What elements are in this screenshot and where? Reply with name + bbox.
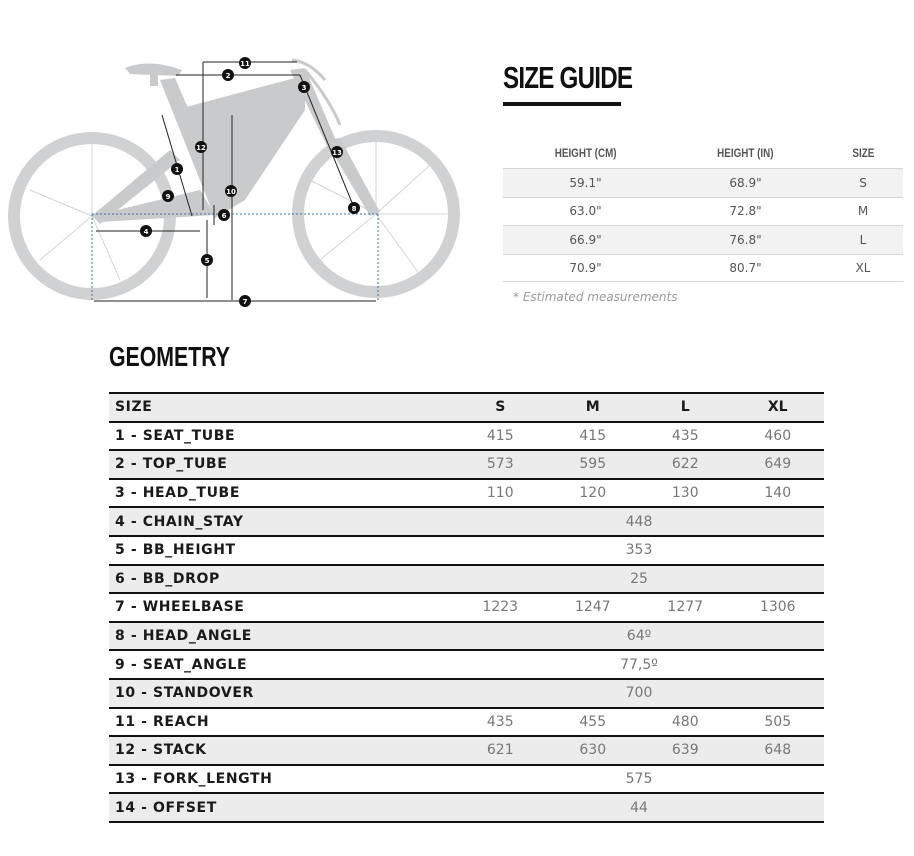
geometry-row-label: 12 - STACK xyxy=(115,742,207,759)
svg-text:8: 8 xyxy=(351,205,357,213)
table-row xyxy=(109,794,824,823)
header-size-l: L xyxy=(680,399,690,416)
table-row xyxy=(109,651,824,680)
svg-text:3: 3 xyxy=(301,84,307,92)
header-size-xl: XL xyxy=(767,399,788,416)
size-guide-table xyxy=(503,138,903,282)
geometry-value: 140 xyxy=(764,485,792,502)
marker-7 xyxy=(239,295,251,307)
geometry-shared-value: 25 xyxy=(630,570,648,587)
geometry-value: 120 xyxy=(579,485,607,502)
geometry-header-label: SIZE xyxy=(115,399,153,416)
geometry-row-label: 4 - CHAIN_STAY xyxy=(115,513,244,530)
geometry-shared-value: 448 xyxy=(625,513,653,530)
geometry-title: GEOMETRY xyxy=(109,341,230,372)
table-row xyxy=(109,709,824,738)
header-size-s: S xyxy=(495,399,506,416)
table-row xyxy=(109,623,824,652)
geometry-value: 595 xyxy=(579,456,607,473)
table-row xyxy=(109,566,824,595)
header-height-cm: HEIGHT (CM) xyxy=(554,146,617,160)
geometry-value: 630 xyxy=(579,742,607,759)
marker-3 xyxy=(298,81,310,93)
size-guide-note: * Estimated measurements xyxy=(513,290,678,304)
geometry-row-label: 3 - HEAD_TUBE xyxy=(115,485,240,502)
geometry-shared-value: 64º xyxy=(626,628,652,645)
svg-text:9: 9 xyxy=(165,193,171,201)
geometry-shared-value: 700 xyxy=(625,685,653,702)
geometry-value: 415 xyxy=(579,427,607,444)
marker-9 xyxy=(162,190,174,202)
geometry-row-label: 7 - WHEELBASE xyxy=(115,599,245,616)
svg-text:4: 4 xyxy=(143,228,149,236)
header-height-in: HEIGHT (IN) xyxy=(717,146,774,160)
marker-11 xyxy=(239,57,251,69)
table-row xyxy=(109,537,824,566)
svg-text:12: 12 xyxy=(196,144,206,152)
marker-12 xyxy=(195,141,207,153)
header-size-m: M xyxy=(585,399,600,416)
geometry-value: 1306 xyxy=(759,599,796,616)
size-guide-title: SIZE GUIDE xyxy=(503,60,633,95)
geometry-shared-value: 77,5º xyxy=(620,656,658,673)
geometry-row-label: 9 - SEAT_ANGLE xyxy=(115,656,248,673)
table-row xyxy=(109,594,824,623)
table-row: 63.0" 72.8" M xyxy=(503,197,903,226)
svg-text:2: 2 xyxy=(225,72,231,80)
geometry-value: 573 xyxy=(486,456,514,473)
geometry-value: 435 xyxy=(486,713,514,730)
geometry-value: 480 xyxy=(671,713,699,730)
geometry-row-label: 11 - REACH xyxy=(115,713,210,730)
size-guide-header xyxy=(503,138,903,168)
geometry-row-label: 13 - FORK_LENGTH xyxy=(115,771,273,788)
table-row: 66.9" 76.8" L xyxy=(503,225,903,254)
geometry-value: 649 xyxy=(764,456,792,473)
geometry-row-label: 14 - OFFSET xyxy=(115,799,217,816)
geometry-value: 1223 xyxy=(482,599,519,616)
geometry-row-label: 10 - STANDOVER xyxy=(115,685,254,702)
marker-4 xyxy=(140,225,152,237)
geometry-value: 1277 xyxy=(667,599,704,616)
table-row xyxy=(109,508,824,537)
table-row xyxy=(109,480,824,509)
geometry-value: 622 xyxy=(671,456,699,473)
marker-13 xyxy=(331,146,343,158)
geometry-header-row xyxy=(109,394,824,423)
geometry-value: 130 xyxy=(671,485,699,502)
geometry-row-label: 1 - SEAT_TUBE xyxy=(115,427,236,444)
geometry-row-label: 5 - BB_HEIGHT xyxy=(115,542,236,559)
geometry-value: 110 xyxy=(486,485,514,502)
marker-10 xyxy=(225,185,237,197)
header-size: SIZE xyxy=(852,146,874,160)
table-row xyxy=(109,737,824,766)
marker-6 xyxy=(218,209,230,221)
svg-text:1: 1 xyxy=(174,166,180,174)
geometry-value: 505 xyxy=(764,713,792,730)
table-row xyxy=(109,680,824,709)
svg-text:13: 13 xyxy=(332,149,342,157)
geometry-row-label: 6 - BB_DROP xyxy=(115,570,220,587)
marker-2 xyxy=(222,69,234,81)
table-row xyxy=(109,423,824,452)
marker-5 xyxy=(201,254,213,266)
geometry-row-label: 8 - HEAD_ANGLE xyxy=(115,628,252,645)
geometry-value: 435 xyxy=(671,427,699,444)
svg-text:10: 10 xyxy=(226,188,236,196)
table-row: 70.9" 80.7" XL xyxy=(503,254,903,283)
marker-1 xyxy=(171,163,183,175)
bike-geometry-diagram xyxy=(0,40,470,315)
marker-8 xyxy=(348,202,360,214)
geometry-table xyxy=(109,392,824,823)
geometry-shared-value: 575 xyxy=(625,771,653,788)
svg-text:7: 7 xyxy=(242,298,248,306)
geometry-row-label: 2 - TOP_TUBE xyxy=(115,456,228,473)
geometry-value: 415 xyxy=(486,427,514,444)
geometry-value: 460 xyxy=(764,427,792,444)
geometry-value: 639 xyxy=(671,742,699,759)
geometry-shared-value: 44 xyxy=(630,799,648,816)
table-row xyxy=(109,451,824,480)
geometry-value: 648 xyxy=(764,742,792,759)
geometry-value: 1247 xyxy=(574,599,611,616)
table-row xyxy=(109,766,824,795)
geometry-shared-value: 353 xyxy=(625,542,653,559)
geometry-value: 621 xyxy=(486,742,514,759)
svg-text:5: 5 xyxy=(204,257,210,265)
svg-text:6: 6 xyxy=(221,212,227,220)
table-row: 59.1" 68.9" S xyxy=(503,168,903,197)
svg-text:11: 11 xyxy=(240,60,250,68)
size-guide-underline xyxy=(503,102,621,106)
geometry-value: 455 xyxy=(579,713,607,730)
